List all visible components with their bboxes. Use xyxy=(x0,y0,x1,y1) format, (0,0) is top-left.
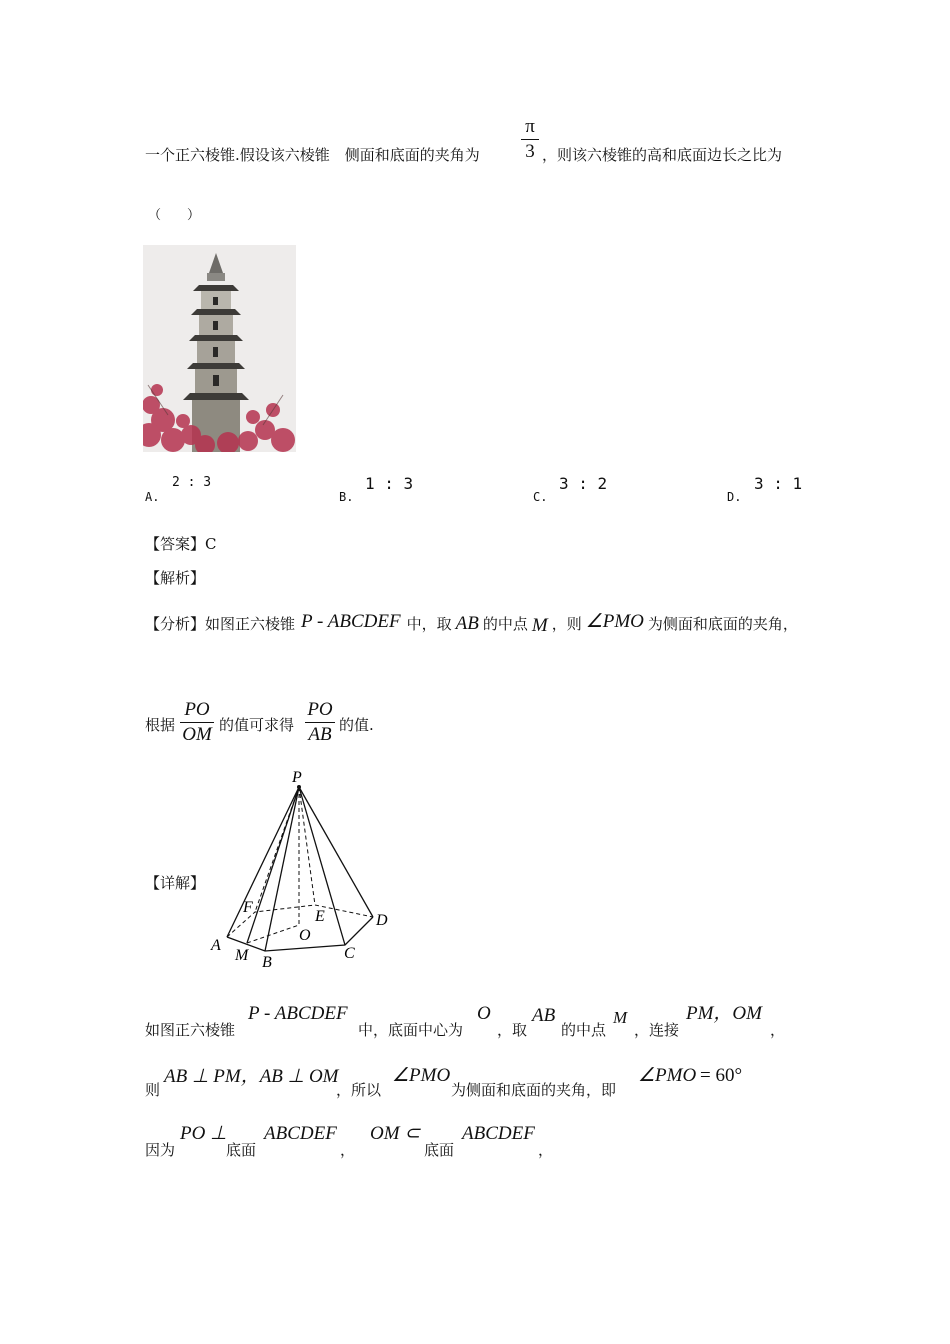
detail2-text-c: 为侧面和底面的夹角，即 xyxy=(451,1081,617,1099)
detail3-text-c: ， xyxy=(340,1141,356,1159)
angle-numerator: π xyxy=(525,116,535,137)
detail-text-a: 如图正六棱锥 xyxy=(145,1021,236,1039)
fraction-denominator: AB xyxy=(308,724,332,745)
analysis-label: 【解析】 xyxy=(145,569,206,587)
answer-label: 【答案】 xyxy=(145,535,206,553)
analysis-r2: 的值可求得 xyxy=(219,716,295,734)
option-b-letter: B. xyxy=(339,490,354,504)
option-d-value: 3 : 1 xyxy=(754,474,803,493)
detail-point-o: O xyxy=(477,1003,491,1024)
angle-denominator: 3 xyxy=(525,141,535,162)
detail-point-m: M xyxy=(613,1008,628,1027)
question-text-2: ，则该六棱锥的高和底面边长之比为 xyxy=(542,146,783,164)
option-d-letter: D. xyxy=(727,490,742,504)
pagoda-photo xyxy=(143,245,296,452)
analysis-r1: 根据 xyxy=(145,716,176,734)
detail3-base: ABCDEF xyxy=(264,1123,337,1144)
label-m: M xyxy=(235,947,249,964)
option-b-value: 1 : 3 xyxy=(365,474,414,493)
detail2-text-b: ，所以 xyxy=(336,1081,382,1099)
detail-segment-ab: AB xyxy=(532,1005,556,1026)
detail-text-c: ，取 xyxy=(497,1021,528,1039)
fraction-denominator: OM xyxy=(182,724,212,745)
analysis-line-1 xyxy=(145,611,798,636)
analysis-text: 的中点 xyxy=(482,615,528,633)
analysis-text: 中，取 xyxy=(406,615,452,633)
detail-text-d: 的中点 xyxy=(561,1021,607,1039)
answer-value: C xyxy=(205,535,217,553)
detail2-eq-lhs: ∠PMO xyxy=(638,1065,697,1086)
detail-pm-om: PM，OM xyxy=(686,1003,762,1024)
detail3-text-d: 底面 xyxy=(424,1141,455,1159)
label-b: B xyxy=(262,954,272,971)
detail3-text-e: ， xyxy=(538,1141,554,1159)
label-d: D xyxy=(376,912,388,929)
detail2-perp: AB ⊥ PM，AB ⊥ OM xyxy=(164,1066,339,1087)
pyramid-figure xyxy=(205,765,405,975)
point-m: M xyxy=(531,615,548,636)
option-c-value: 3 : 2 xyxy=(559,474,608,493)
segment-ab: AB xyxy=(455,613,479,634)
detail-text-b: 中，底面中心为 xyxy=(358,1021,464,1039)
detail2-angle: ∠PMO xyxy=(392,1065,451,1086)
detail3-text-b: 底面 xyxy=(226,1141,257,1159)
label-p: P xyxy=(292,769,302,786)
option-c-letter: C. xyxy=(533,490,548,504)
detail-pyramid: P - ABCDEF xyxy=(248,1003,348,1024)
question-blank: （ ） xyxy=(148,208,201,223)
fraction-numerator: PO xyxy=(184,699,210,720)
analysis-tag: 【分析】 xyxy=(145,615,206,633)
label-f: F xyxy=(243,899,253,916)
angle-fraction xyxy=(521,116,539,163)
detail3-base2: ABCDEF xyxy=(462,1123,535,1144)
detail-text-e: ，连接 xyxy=(634,1021,680,1039)
label-a: A xyxy=(211,937,221,954)
analysis-text: ，则 xyxy=(551,615,582,633)
fraction-po-om xyxy=(180,699,214,746)
label-e: E xyxy=(315,908,325,925)
pyramid-name: P - ABCDEF xyxy=(301,611,401,632)
analysis-text: 如图正六棱锥 xyxy=(205,615,296,633)
analysis-text: 为侧面和底面的夹角， xyxy=(647,615,798,633)
question-text-1: 一个正六棱锥.假设该六棱锥 侧面和底面的夹角为 xyxy=(145,146,480,164)
detail3-po: PO ⊥ xyxy=(180,1123,227,1144)
answer-line xyxy=(145,534,217,554)
detail3-text-a: 因为 xyxy=(145,1141,176,1159)
fraction-numerator: PO xyxy=(307,699,333,720)
option-a-value: 2 : 3 xyxy=(172,475,212,490)
detail-label: 【详解】 xyxy=(145,874,206,892)
detail2-eq-rhs: = 60° xyxy=(700,1065,743,1086)
label-o: O xyxy=(299,927,311,944)
label-c: C xyxy=(344,945,355,962)
detail2-text-a: 则 xyxy=(145,1081,161,1099)
fraction-po-ab xyxy=(305,699,335,746)
detail3-om: OM ⊂ xyxy=(370,1123,421,1144)
detail-text-f: ， xyxy=(770,1021,786,1039)
option-a-letter: A. xyxy=(145,490,160,504)
analysis-r3: 的值. xyxy=(339,716,374,734)
angle-pmo: ∠PMO xyxy=(585,611,644,632)
